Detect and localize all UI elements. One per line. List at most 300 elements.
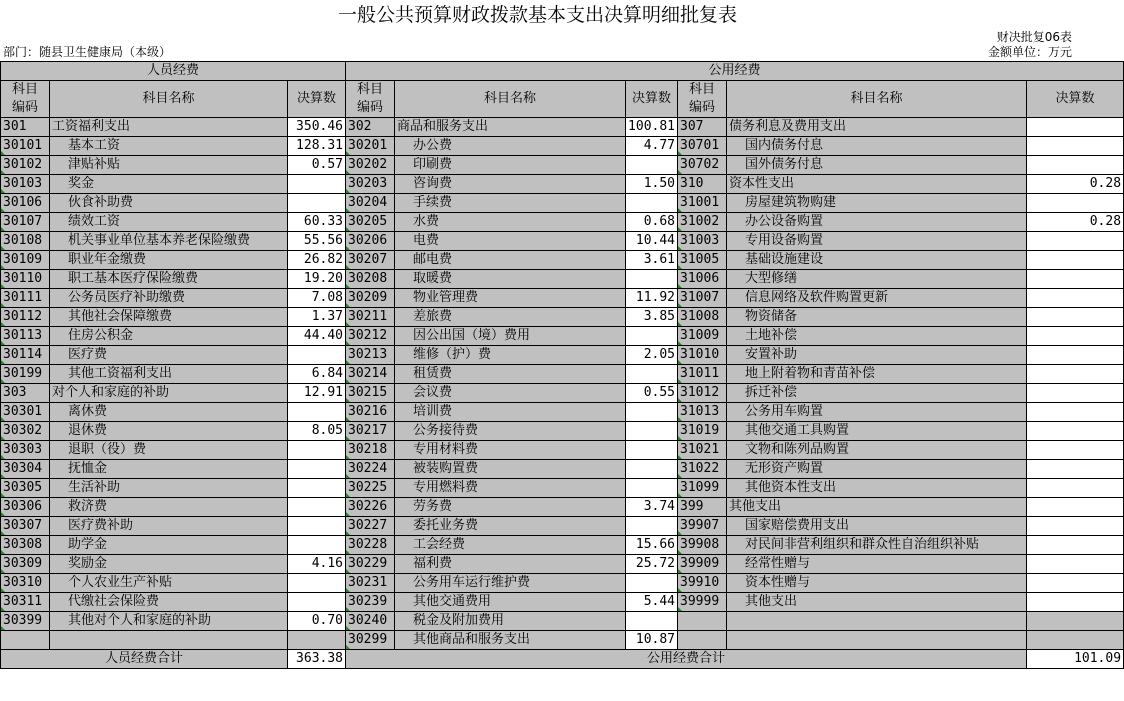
amount-cell xyxy=(288,460,346,479)
amount-cell xyxy=(288,194,346,213)
expenditure-table xyxy=(0,61,1124,669)
subject-code: 30106 xyxy=(1,194,50,213)
subject-code: 30702 xyxy=(678,156,727,175)
subject-code: 301 xyxy=(1,118,50,137)
amount-cell: 0.57 xyxy=(288,156,346,175)
subject-code: 30113 xyxy=(1,327,50,346)
amount-cell xyxy=(626,460,678,479)
subject-code: 31099 xyxy=(678,479,727,498)
subject-code: 31013 xyxy=(678,403,727,422)
subject-code: 39907 xyxy=(678,517,727,536)
form-number: 财决批复06表 xyxy=(996,30,1072,44)
amount-cell xyxy=(1027,631,1124,650)
personnel-total-value: 363.38 xyxy=(288,650,346,669)
amount-cell xyxy=(288,574,346,593)
subject-code: 30101 xyxy=(1,137,50,156)
totals-row xyxy=(1,650,1124,669)
subject-name: 税金及附加费用 xyxy=(395,612,626,631)
subject-name: 咨询费 xyxy=(395,175,626,194)
subject-name: 离休费 xyxy=(50,403,288,422)
subject-code: 30217 xyxy=(346,422,395,441)
table-row xyxy=(1,384,1124,403)
amount-cell xyxy=(1027,137,1124,156)
amount-cell xyxy=(626,156,678,175)
subject-name: 职业年金缴费 xyxy=(50,251,288,270)
subject-code: 30218 xyxy=(346,441,395,460)
amount-cell xyxy=(288,441,346,460)
department-label: 部门：随县卫生健康局（本级） xyxy=(3,45,172,59)
subject-name: 助学金 xyxy=(50,536,288,555)
table-row xyxy=(1,232,1124,251)
subject-name: 文物和陈列品购置 xyxy=(727,441,1027,460)
table-row xyxy=(1,441,1124,460)
subject-code: 31011 xyxy=(678,365,727,384)
subject-code: 30203 xyxy=(346,175,395,194)
subject-name: 土地补偿 xyxy=(727,327,1027,346)
subject-name: 福利费 xyxy=(395,555,626,574)
amount-cell: 55.56 xyxy=(288,232,346,251)
header-amount: 决算数 xyxy=(1027,81,1124,118)
amount-cell xyxy=(288,498,346,517)
subject-code: 31021 xyxy=(678,441,727,460)
amount-cell: 2.05 xyxy=(626,346,678,365)
amount-cell xyxy=(1027,365,1124,384)
table-row xyxy=(1,137,1124,156)
subject-name: 对个人和家庭的补助 xyxy=(50,384,288,403)
amount-cell xyxy=(288,631,346,650)
subject-code: 31022 xyxy=(678,460,727,479)
amount-cell xyxy=(1027,118,1124,137)
amount-cell xyxy=(626,441,678,460)
amount-cell xyxy=(626,517,678,536)
amount-cell xyxy=(1027,422,1124,441)
amount-cell: 100.81 xyxy=(626,118,678,137)
amount-cell: 128.31 xyxy=(288,137,346,156)
amount-cell: 44.40 xyxy=(288,327,346,346)
amount-cell xyxy=(1027,612,1124,631)
amount-cell xyxy=(1027,270,1124,289)
subject-name: 邮电费 xyxy=(395,251,626,270)
amount-cell xyxy=(626,365,678,384)
subject-code: 30103 xyxy=(1,175,50,194)
subject-name: 水费 xyxy=(395,213,626,232)
subject-code: 30304 xyxy=(1,460,50,479)
amount-cell xyxy=(1027,536,1124,555)
section-public: 公用经费 xyxy=(346,62,1124,81)
amount-cell xyxy=(1027,479,1124,498)
amount-cell: 1.37 xyxy=(288,308,346,327)
subject-code: 30202 xyxy=(346,156,395,175)
table-row xyxy=(1,422,1124,441)
subject-code: 31012 xyxy=(678,384,727,403)
subject-code: 31003 xyxy=(678,232,727,251)
subject-code: 302 xyxy=(346,118,395,137)
subject-name: 机关事业单位基本养老保险缴费 xyxy=(50,232,288,251)
subject-name: 工会经费 xyxy=(395,536,626,555)
subject-name: 拆迁补偿 xyxy=(727,384,1027,403)
amount-cell xyxy=(1027,384,1124,403)
personnel-total-label: 人员经费合计 xyxy=(1,650,288,669)
amount-cell: 3.74 xyxy=(626,498,678,517)
table-row xyxy=(1,536,1124,555)
subject-name: 基本工资 xyxy=(50,137,288,156)
subject-code: 30207 xyxy=(346,251,395,270)
amount-cell xyxy=(626,194,678,213)
amount-cell xyxy=(1027,441,1124,460)
subject-code: 30239 xyxy=(346,593,395,612)
subject-code: 30303 xyxy=(1,441,50,460)
subject-name: 租赁费 xyxy=(395,365,626,384)
subject-name: 物业管理费 xyxy=(395,289,626,308)
page-title: 一般公共预算财政拨款基本支出决算明细批复表 xyxy=(337,4,737,26)
subject-code: 30302 xyxy=(1,422,50,441)
subject-name: 退休费 xyxy=(50,422,288,441)
subject-code: 31010 xyxy=(678,346,727,365)
subject-code: 30311 xyxy=(1,593,50,612)
subject-code: 31001 xyxy=(678,194,727,213)
subject-code: 30310 xyxy=(1,574,50,593)
subject-name: 培训费 xyxy=(395,403,626,422)
subject-name: 物资储备 xyxy=(727,308,1027,327)
subject-name: 差旅费 xyxy=(395,308,626,327)
subject-code: 30107 xyxy=(1,213,50,232)
amount-cell: 0.70 xyxy=(288,612,346,631)
subject-name: 生活补助 xyxy=(50,479,288,498)
table-row xyxy=(1,327,1124,346)
amount-cell xyxy=(1027,327,1124,346)
amount-cell xyxy=(288,175,346,194)
subject-name: 被装购置费 xyxy=(395,460,626,479)
amount-cell: 60.33 xyxy=(288,213,346,232)
amount-cell xyxy=(1027,251,1124,270)
amount-cell: 8.05 xyxy=(288,422,346,441)
subject-code: 30305 xyxy=(1,479,50,498)
amount-cell xyxy=(626,327,678,346)
table-row xyxy=(1,156,1124,175)
subject-name: 绩效工资 xyxy=(50,213,288,232)
subject-name: 会议费 xyxy=(395,384,626,403)
amount-cell xyxy=(288,346,346,365)
table-row xyxy=(1,517,1124,536)
amount-cell: 19.20 xyxy=(288,270,346,289)
subject-code: 30231 xyxy=(346,574,395,593)
table-row xyxy=(1,118,1124,137)
subject-name: 代缴社会保险费 xyxy=(50,593,288,612)
amount-cell xyxy=(626,270,678,289)
subject-name: 公务接待费 xyxy=(395,422,626,441)
amount-cell xyxy=(1027,308,1124,327)
subject-code: 30204 xyxy=(346,194,395,213)
subject-code: 30306 xyxy=(1,498,50,517)
subject-code: 30199 xyxy=(1,365,50,384)
subject-code: 30226 xyxy=(346,498,395,517)
unit-label: 金额单位：万元 xyxy=(987,45,1072,59)
header-amount: 决算数 xyxy=(288,81,346,118)
subject-name: 委托业务费 xyxy=(395,517,626,536)
amount-cell xyxy=(1027,289,1124,308)
subject-code: 30229 xyxy=(346,555,395,574)
subject-name: 救济费 xyxy=(50,498,288,517)
subject-name: 专用材料费 xyxy=(395,441,626,460)
amount-cell xyxy=(288,517,346,536)
subject-code: 31002 xyxy=(678,213,727,232)
table-row xyxy=(1,251,1124,270)
subject-name: 商品和服务支出 xyxy=(395,118,626,137)
header-amount: 决算数 xyxy=(626,81,678,118)
subject-name: 奖金 xyxy=(50,175,288,194)
public-total-value: 101.09 xyxy=(1027,650,1124,669)
amount-cell xyxy=(1027,460,1124,479)
subject-name: 工资福利支出 xyxy=(50,118,288,137)
subject-code: 30299 xyxy=(346,631,395,650)
table-row xyxy=(1,270,1124,289)
subject-code: 30208 xyxy=(346,270,395,289)
subject-name: 公务用车购置 xyxy=(727,403,1027,422)
header-name: 科目名称 xyxy=(727,81,1027,118)
subject-name: 奖励金 xyxy=(50,555,288,574)
subject-code: 30228 xyxy=(346,536,395,555)
subject-name: 职工基本医疗保险缴费 xyxy=(50,270,288,289)
amount-cell xyxy=(626,422,678,441)
subject-code: 30309 xyxy=(1,555,50,574)
subject-name: 维修（护）费 xyxy=(395,346,626,365)
amount-cell xyxy=(1027,403,1124,422)
subject-name: 国外债务付息 xyxy=(727,156,1027,175)
header-name: 科目名称 xyxy=(50,81,288,118)
table-row xyxy=(1,479,1124,498)
subject-code: 30301 xyxy=(1,403,50,422)
subject-code: 30215 xyxy=(346,384,395,403)
amount-cell: 10.87 xyxy=(626,631,678,650)
table-row xyxy=(1,498,1124,517)
amount-cell xyxy=(626,574,678,593)
subject-name: 医疗费 xyxy=(50,346,288,365)
subject-code: 30209 xyxy=(346,289,395,308)
amount-cell: 350.46 xyxy=(288,118,346,137)
subject-name: 其他支出 xyxy=(727,593,1027,612)
subject-name: 印刷费 xyxy=(395,156,626,175)
amount-cell xyxy=(1027,232,1124,251)
subject-code: 31006 xyxy=(678,270,727,289)
amount-cell xyxy=(626,612,678,631)
subject-name: 安置补助 xyxy=(727,346,1027,365)
subject-code: 31007 xyxy=(678,289,727,308)
amount-cell: 0.28 xyxy=(1027,175,1124,194)
subject-code: 30112 xyxy=(1,308,50,327)
subject-name: 经常性赠与 xyxy=(727,555,1027,574)
amount-cell: 3.61 xyxy=(626,251,678,270)
subject-name: 其他对个人和家庭的补助 xyxy=(50,612,288,631)
subject-name xyxy=(727,612,1027,631)
subject-code: 30308 xyxy=(1,536,50,555)
table-row xyxy=(1,593,1124,612)
subject-name: 基础设施建设 xyxy=(727,251,1027,270)
subject-code: 30701 xyxy=(678,137,727,156)
amount-cell: 0.55 xyxy=(626,384,678,403)
subject-name: 其他交通工具购置 xyxy=(727,422,1027,441)
subject-name: 公务员医疗补助缴费 xyxy=(50,289,288,308)
amount-cell: 7.08 xyxy=(288,289,346,308)
subject-name: 津贴补贴 xyxy=(50,156,288,175)
table-row xyxy=(1,612,1124,631)
amount-cell: 26.82 xyxy=(288,251,346,270)
amount-cell xyxy=(1027,517,1124,536)
subject-name: 专用燃料费 xyxy=(395,479,626,498)
table-row xyxy=(1,555,1124,574)
amount-cell: 3.85 xyxy=(626,308,678,327)
subject-code: 39908 xyxy=(678,536,727,555)
subject-code: 30224 xyxy=(346,460,395,479)
amount-cell: 15.66 xyxy=(626,536,678,555)
subject-code: 39910 xyxy=(678,574,727,593)
subject-name: 大型修缮 xyxy=(727,270,1027,289)
header-code: 科目 编码 xyxy=(678,81,727,118)
subject-name: 电费 xyxy=(395,232,626,251)
subject-name: 国内债务付息 xyxy=(727,137,1027,156)
amount-cell xyxy=(1027,498,1124,517)
subject-code: 31008 xyxy=(678,308,727,327)
table-row xyxy=(1,460,1124,479)
subject-name: 劳务费 xyxy=(395,498,626,517)
subject-name: 信息网络及软件购置更新 xyxy=(727,289,1027,308)
subject-name: 地上附着物和青苗补偿 xyxy=(727,365,1027,384)
subject-name: 国家赔偿费用支出 xyxy=(727,517,1027,536)
subject-name: 手续费 xyxy=(395,194,626,213)
subject-name: 其他交通费用 xyxy=(395,593,626,612)
subject-code: 39909 xyxy=(678,555,727,574)
subject-name: 其他资本性支出 xyxy=(727,479,1027,498)
amount-cell: 0.68 xyxy=(626,213,678,232)
subject-name: 其他工资福利支出 xyxy=(50,365,288,384)
subject-name: 取暖费 xyxy=(395,270,626,289)
amount-cell: 11.92 xyxy=(626,289,678,308)
amount-cell xyxy=(288,479,346,498)
table-row xyxy=(1,403,1124,422)
subject-code: 30206 xyxy=(346,232,395,251)
subject-name: 个人农业生产补贴 xyxy=(50,574,288,593)
subject-code: 30102 xyxy=(1,156,50,175)
subject-code: 30240 xyxy=(346,612,395,631)
amount-cell: 6.84 xyxy=(288,365,346,384)
amount-cell: 4.77 xyxy=(626,137,678,156)
subject-code xyxy=(1,631,50,650)
subject-code: 30114 xyxy=(1,346,50,365)
table-row xyxy=(1,365,1124,384)
subject-code: 30307 xyxy=(1,517,50,536)
amount-cell: 25.72 xyxy=(626,555,678,574)
subject-code: 30225 xyxy=(346,479,395,498)
subject-name: 抚恤金 xyxy=(50,460,288,479)
amount-cell xyxy=(1027,593,1124,612)
table-row xyxy=(1,574,1124,593)
subject-name: 资本性支出 xyxy=(727,175,1027,194)
amount-cell: 4.16 xyxy=(288,555,346,574)
subject-name: 其他商品和服务支出 xyxy=(395,631,626,650)
subject-name: 公务用车运行维护费 xyxy=(395,574,626,593)
subject-name xyxy=(727,631,1027,650)
subject-code: 39999 xyxy=(678,593,727,612)
subject-name: 退职（役）费 xyxy=(50,441,288,460)
subject-code: 30111 xyxy=(1,289,50,308)
subject-code: 30399 xyxy=(1,612,50,631)
subject-code: 399 xyxy=(678,498,727,517)
subject-name: 其他支出 xyxy=(727,498,1027,517)
table-row xyxy=(1,175,1124,194)
subject-code xyxy=(678,631,727,650)
amount-cell: 0.28 xyxy=(1027,213,1124,232)
subject-name: 其他社会保障缴费 xyxy=(50,308,288,327)
subject-name: 伙食补助费 xyxy=(50,194,288,213)
amount-cell xyxy=(626,403,678,422)
subject-code: 30205 xyxy=(346,213,395,232)
header-code: 科目 编码 xyxy=(1,81,50,118)
amount-cell xyxy=(1027,346,1124,365)
section-personnel: 人员经费 xyxy=(1,62,346,81)
amount-cell: 12.91 xyxy=(288,384,346,403)
amount-cell: 10.44 xyxy=(626,232,678,251)
subject-code: 31019 xyxy=(678,422,727,441)
amount-cell xyxy=(1027,555,1124,574)
subject-name: 办公费 xyxy=(395,137,626,156)
subject-code: 30110 xyxy=(1,270,50,289)
public-total-label: 公用经费合计 xyxy=(346,650,1027,669)
subject-name: 住房公积金 xyxy=(50,327,288,346)
subject-code: 30211 xyxy=(346,308,395,327)
subject-code: 310 xyxy=(678,175,727,194)
amount-cell: 1.50 xyxy=(626,175,678,194)
subject-code: 30108 xyxy=(1,232,50,251)
subject-code: 303 xyxy=(1,384,50,403)
subject-name: 医疗费补助 xyxy=(50,517,288,536)
subject-code: 31009 xyxy=(678,327,727,346)
table-row xyxy=(1,213,1124,232)
subject-code: 30214 xyxy=(346,365,395,384)
subject-code xyxy=(678,612,727,631)
subject-name: 办公设备购置 xyxy=(727,213,1027,232)
amount-cell xyxy=(288,593,346,612)
subject-code: 30227 xyxy=(346,517,395,536)
table-row xyxy=(1,194,1124,213)
subject-code: 30109 xyxy=(1,251,50,270)
subject-code: 307 xyxy=(678,118,727,137)
subject-name: 因公出国（境）费用 xyxy=(395,327,626,346)
subject-code: 30213 xyxy=(346,346,395,365)
subject-name: 房屋建筑物购建 xyxy=(727,194,1027,213)
amount-cell xyxy=(626,479,678,498)
subject-name: 债务利息及费用支出 xyxy=(727,118,1027,137)
amount-cell xyxy=(288,403,346,422)
subject-name: 无形资产购置 xyxy=(727,460,1027,479)
amount-cell xyxy=(1027,574,1124,593)
amount-cell xyxy=(288,536,346,555)
subject-name xyxy=(50,631,288,650)
table-row xyxy=(1,308,1124,327)
table-row xyxy=(1,631,1124,650)
subject-code: 31005 xyxy=(678,251,727,270)
subject-name: 对民间非营利组织和群众性自治组织补贴 xyxy=(727,536,1027,555)
table-row xyxy=(1,289,1124,308)
subject-code: 30216 xyxy=(346,403,395,422)
header-name: 科目名称 xyxy=(395,81,626,118)
subject-name: 资本性赠与 xyxy=(727,574,1027,593)
amount-cell xyxy=(1027,194,1124,213)
subject-code: 30201 xyxy=(346,137,395,156)
amount-cell xyxy=(1027,156,1124,175)
header-code: 科目 编码 xyxy=(346,81,395,118)
subject-code: 30212 xyxy=(346,327,395,346)
amount-cell: 5.44 xyxy=(626,593,678,612)
subject-name: 专用设备购置 xyxy=(727,232,1027,251)
